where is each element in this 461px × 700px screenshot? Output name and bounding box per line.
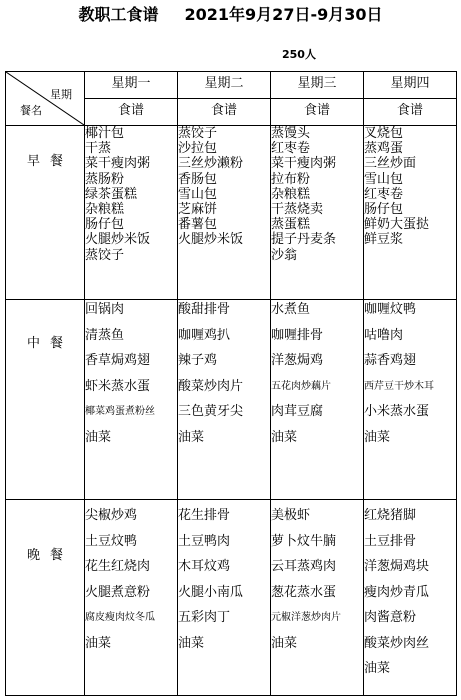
dish-item: 咖喱排骨	[271, 327, 324, 343]
dish-item: 香肠包	[178, 171, 218, 187]
breakfast-row	[6, 126, 457, 300]
dish-item: 油菜	[271, 429, 298, 445]
dish-cell	[364, 126, 457, 300]
dish-item: 土豆鸭肉	[178, 533, 231, 549]
dish-item: 肉茸豆腐	[271, 404, 324, 419]
dish-item: 沙拉包	[178, 141, 218, 157]
dish-item: 杂粮糕	[271, 186, 311, 202]
dish-item: 火腿小南瓜	[178, 584, 244, 600]
dish-item: 椰菜鸡蛋煮粉丝	[85, 406, 155, 417]
dish-item: 清蒸鱼	[85, 327, 125, 343]
title-date-range: 2021年9月27日-9月30日	[184, 5, 383, 24]
corner-meal-label: 餐名	[20, 104, 42, 117]
dish-item: 三丝炒濑粉	[178, 156, 244, 172]
dish-cell	[85, 300, 178, 500]
dish-item: 三色黄牙尖	[178, 404, 244, 419]
headcount: 250人	[282, 48, 316, 61]
day-header: 星期四	[364, 72, 457, 99]
dish-item: 辣子鸡	[178, 353, 218, 368]
dish-item: 杂粮糕	[85, 202, 125, 218]
dish-item: 腐皮瘦肉炆冬瓜	[85, 612, 155, 623]
dish-item: 西芹豆干炒木耳	[364, 380, 434, 392]
dish-cell	[178, 126, 271, 300]
recipe-subheader: 食谱	[364, 99, 457, 126]
page-title	[0, 2, 461, 25]
meal-label-lunch: 中餐	[6, 300, 85, 500]
dish-item: 五花肉炒藕片	[271, 380, 331, 392]
dish-item: 红烧猪脚	[364, 508, 417, 523]
dish-cell	[178, 300, 271, 500]
corner-diagonal	[6, 72, 84, 125]
dish-item: 蒸饺子	[85, 247, 125, 263]
dish-item: 美极虾	[271, 508, 311, 523]
dish-item: 酸甜排骨	[178, 302, 231, 317]
day-header: 星期一	[85, 72, 178, 99]
dish-item: 咖喱鸡扒	[178, 327, 231, 343]
dish-item: 油菜	[364, 661, 391, 676]
corner-day-label: 星期	[50, 88, 72, 101]
title-main: 教职工食谱	[78, 5, 159, 24]
dish-item: 油菜	[271, 635, 298, 651]
dish-item: 蒸蛋糕	[271, 217, 311, 233]
dish-item: 木耳炆鸡	[178, 559, 231, 574]
dish-item: 红枣卷	[271, 141, 311, 157]
dish-item: 火腿煮意粉	[85, 584, 151, 600]
dish-item: 提子丹麦条	[271, 232, 337, 248]
dish-item: 咕噜肉	[364, 327, 404, 343]
dish-item: 火腿炒米饭	[178, 232, 244, 248]
dish-item: 绿茶蛋糕	[85, 186, 138, 202]
dish-item: 蒜香鸡翅	[364, 353, 417, 368]
dish-item: 菜干瘦肉粥	[85, 156, 151, 172]
dish-cell	[85, 500, 178, 696]
dish-item: 酸菜炒肉丝	[364, 635, 430, 651]
dish-item: 油菜	[85, 635, 112, 651]
dish-item: 菜干瘦肉粥	[271, 156, 337, 172]
dish-item: 叉烧包	[364, 126, 404, 141]
dish-item: 红枣卷	[364, 186, 404, 202]
dish-item: 拉布粉	[271, 171, 311, 187]
recipe-subheader: 食谱	[85, 99, 178, 126]
dish-item: 土豆排骨	[364, 533, 417, 549]
dish-item: 肉酱意粉	[364, 610, 417, 625]
dish-item: 回锅肉	[85, 302, 125, 317]
dish-item: 葱花蒸水蛋	[271, 584, 337, 600]
dish-item: 蒸饺子	[178, 126, 218, 141]
dish-cell	[178, 500, 271, 696]
dish-cell	[364, 500, 457, 696]
recipe-subheader: 食谱	[271, 99, 364, 126]
dish-item: 干蒸	[85, 141, 112, 157]
dish-item: 鲜奶大蛋挞	[364, 217, 430, 233]
dish-item: 酸菜炒肉片	[178, 378, 244, 394]
dish-item: 蒸馒头	[271, 126, 311, 141]
day-header: 星期三	[271, 72, 364, 99]
dish-item: 萝卜炆牛腩	[271, 533, 337, 549]
dish-item: 水煮鱼	[271, 302, 311, 317]
dish-item: 干蒸烧卖	[271, 202, 324, 218]
dish-item: 花生红烧肉	[85, 559, 151, 574]
dish-item: 虾米蒸水蛋	[85, 378, 151, 394]
dish-item: 番薯包	[178, 217, 218, 233]
dish-item: 鲜豆浆	[364, 232, 404, 248]
dish-item: 油菜	[85, 429, 112, 445]
dish-cell	[271, 500, 364, 696]
dish-item: 五彩肉丁	[178, 610, 231, 625]
dinner-row	[6, 500, 457, 696]
meal-label-breakfast: 早餐	[6, 126, 85, 300]
dish-item: 火腿炒米饭	[85, 232, 151, 248]
header-corner-cell	[6, 72, 85, 126]
dish-item: 尖椒炒鸡	[85, 508, 138, 523]
lunch-row	[6, 300, 457, 500]
meal-label-dinner: 晚餐	[6, 500, 85, 696]
dish-item: 油菜	[364, 429, 391, 445]
day-header: 星期二	[178, 72, 271, 99]
dish-item: 香草焗鸡翅	[85, 353, 151, 368]
dish-item: 雪山包	[178, 186, 218, 202]
dish-item: 肠仔包	[85, 217, 125, 233]
dish-item: 洋葱焗鸡	[271, 353, 324, 368]
dish-item: 油菜	[178, 429, 205, 445]
dish-cell	[271, 126, 364, 300]
dish-item: 沙翁	[271, 247, 298, 263]
dish-item: 小米蒸水蛋	[364, 404, 430, 419]
dish-item: 蒸肠粉	[85, 171, 125, 187]
dish-item: 雪山包	[364, 171, 404, 187]
dish-cell	[85, 126, 178, 300]
dish-item: 元椒洋葱炒肉片	[271, 612, 341, 623]
dish-item: 蒸鸡蛋	[364, 141, 404, 157]
dish-item: 咖喱炆鸭	[364, 302, 417, 317]
menu-table	[5, 71, 457, 696]
dish-item: 瘦肉炒青瓜	[364, 584, 430, 600]
dish-item: 肠仔包	[364, 202, 404, 218]
dish-item: 花生排骨	[178, 508, 231, 523]
dish-item: 三丝炒面	[364, 156, 417, 172]
dish-item: 椰汁包	[85, 126, 125, 141]
dish-item: 土豆炆鸭	[85, 533, 138, 549]
dish-item: 芝麻饼	[178, 202, 218, 218]
dish-item: 洋葱焗鸡块	[364, 559, 430, 574]
dish-cell	[271, 300, 364, 500]
dish-item: 云耳蒸鸡肉	[271, 559, 337, 574]
dish-item: 油菜	[178, 635, 205, 651]
recipe-subheader: 食谱	[178, 99, 271, 126]
dish-cell	[364, 300, 457, 500]
